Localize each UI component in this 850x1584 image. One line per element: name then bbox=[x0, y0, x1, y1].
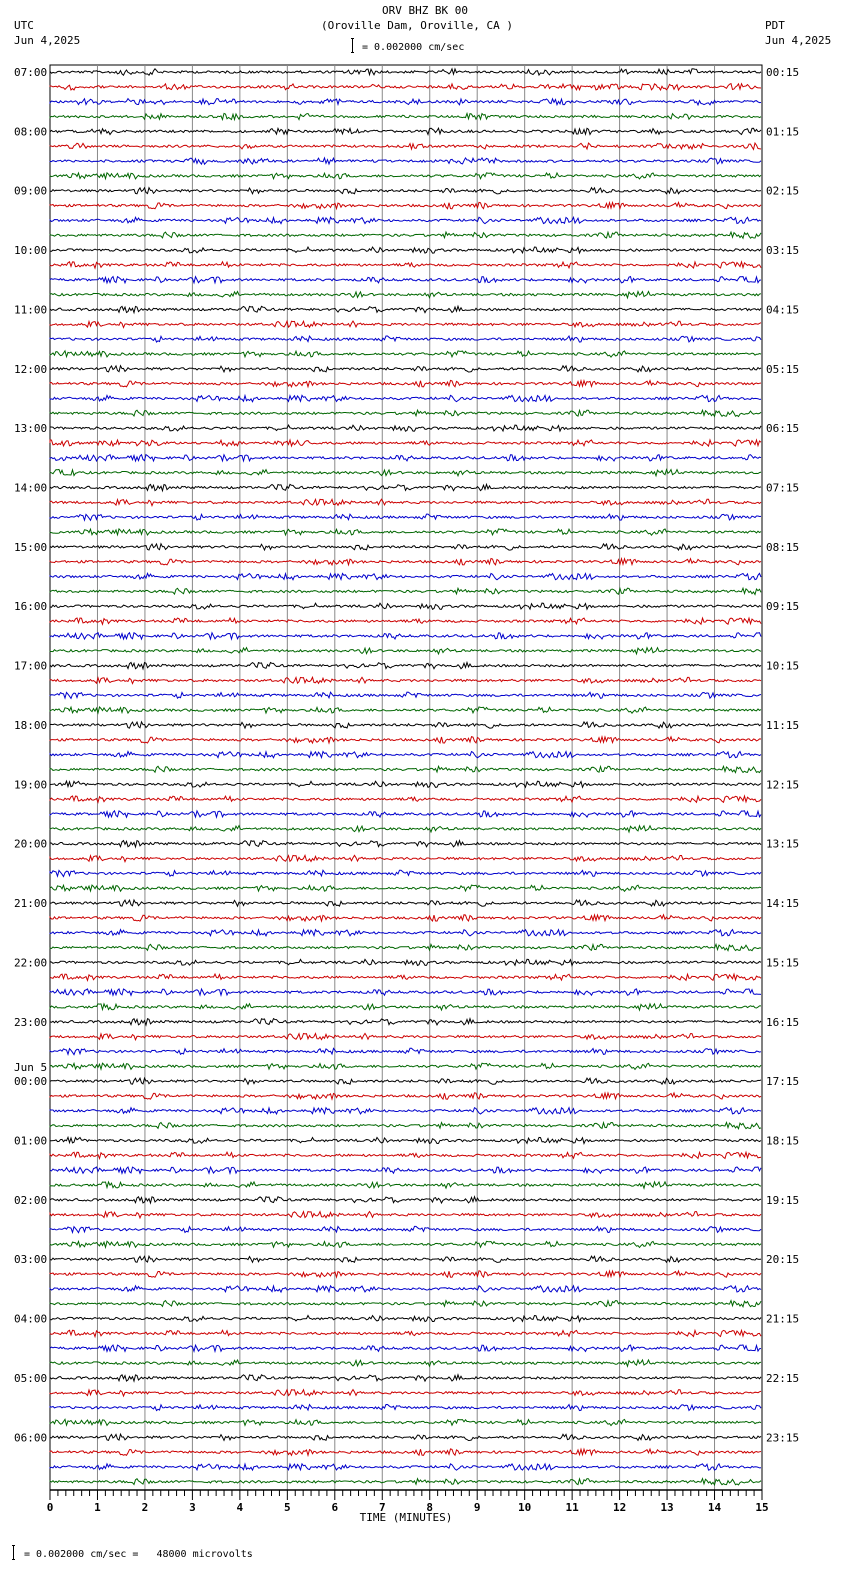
x-tick-label: 9 bbox=[473, 1501, 481, 1514]
x-tick-label: 5 bbox=[284, 1501, 291, 1514]
seismic-trace bbox=[50, 633, 761, 639]
pdt-hour-label: 10:15 bbox=[766, 659, 800, 673]
seismic-trace bbox=[50, 366, 761, 372]
pdt-hour-label: 09:15 bbox=[766, 600, 800, 614]
seismic-trace bbox=[50, 544, 761, 550]
seismic-trace bbox=[50, 247, 761, 253]
seismic-trace bbox=[50, 1093, 761, 1099]
station-title: ORV BHZ BK 00 bbox=[381, 4, 469, 17]
seismic-trace bbox=[50, 1286, 761, 1292]
seismic-trace bbox=[50, 1004, 761, 1010]
seismic-trace bbox=[50, 1197, 761, 1203]
right-date: Jun 4,2025 bbox=[765, 34, 832, 47]
utc-hour-label: 18:00 bbox=[14, 718, 48, 732]
seismic-trace bbox=[50, 944, 761, 950]
seismic-trace bbox=[50, 573, 761, 579]
seismic-trace bbox=[50, 1152, 761, 1158]
pdt-hour-label: 03:15 bbox=[766, 244, 800, 258]
pdt-hour-label: 15:15 bbox=[766, 956, 800, 970]
seismic-trace bbox=[50, 262, 761, 268]
seismic-trace bbox=[50, 692, 761, 698]
right-timezone: PDT bbox=[765, 19, 785, 32]
seismic-trace bbox=[50, 1226, 761, 1232]
seismic-trace bbox=[50, 470, 761, 476]
utc-hour-label: 14:00 bbox=[14, 481, 48, 495]
seismic-trace bbox=[50, 336, 761, 342]
pdt-hour-label: 18:15 bbox=[766, 1134, 800, 1148]
seismic-trace bbox=[50, 217, 761, 223]
seismic-trace bbox=[50, 1256, 761, 1262]
seismic-trace bbox=[50, 499, 761, 505]
seismic-trace bbox=[50, 1390, 761, 1396]
footer-scale-label: = 0.002000 cm/sec = 48000 microvolts bbox=[24, 1549, 253, 1560]
seismic-trace bbox=[50, 484, 761, 490]
utc-date-change-label: Jun 5 bbox=[14, 1061, 48, 1075]
seismic-trace bbox=[50, 603, 761, 609]
seismic-trace bbox=[50, 989, 761, 995]
seismic-trace bbox=[50, 841, 761, 847]
utc-hour-label: 23:00 bbox=[14, 1015, 48, 1029]
x-tick-label: 8 bbox=[426, 1501, 434, 1514]
seismic-trace bbox=[50, 677, 761, 683]
seismic-trace bbox=[50, 915, 761, 921]
x-tick-label: 12 bbox=[612, 1501, 627, 1514]
seismic-trace bbox=[50, 143, 761, 149]
x-tick-label: 11 bbox=[565, 1501, 579, 1514]
seismic-trace bbox=[50, 425, 761, 431]
seismic-trace bbox=[50, 737, 761, 743]
seismic-trace bbox=[50, 1241, 761, 1247]
seismic-trace bbox=[50, 1316, 761, 1322]
utc-hour-label: 19:00 bbox=[14, 778, 48, 792]
pdt-hour-label: 07:15 bbox=[766, 481, 800, 495]
left-date: Jun 4,2025 bbox=[14, 34, 81, 47]
utc-hour-label: 04:00 bbox=[14, 1312, 48, 1326]
seismic-trace bbox=[50, 306, 761, 312]
seismic-trace bbox=[50, 1419, 761, 1425]
utc-hour-label: 11:00 bbox=[14, 303, 48, 317]
x-tick-label: 2 bbox=[141, 1501, 149, 1514]
pdt-hour-label: 19:15 bbox=[766, 1193, 800, 1207]
seismic-trace bbox=[50, 826, 761, 832]
seismic-trace bbox=[50, 1375, 761, 1381]
seismic-trace bbox=[50, 648, 761, 654]
utc-hour-label: 07:00 bbox=[14, 66, 48, 79]
footer-scale-bar-icon bbox=[12, 1545, 15, 1560]
utc-hour-label: 10:00 bbox=[14, 244, 48, 258]
utc-hour-label: 02:00 bbox=[14, 1193, 48, 1207]
pdt-hour-label: 04:15 bbox=[766, 303, 800, 317]
pdt-hour-label: 05:15 bbox=[766, 362, 800, 376]
seismic-trace bbox=[50, 588, 761, 594]
seismic-trace bbox=[50, 959, 761, 965]
pdt-hour-label: 00:15 bbox=[766, 66, 800, 79]
pdt-hour-label: 17:15 bbox=[766, 1075, 800, 1089]
seismic-trace bbox=[50, 663, 761, 669]
seismic-trace bbox=[50, 84, 761, 90]
x-axis-title: TIME (MINUTES) bbox=[359, 1511, 453, 1524]
x-tick-label: 4 bbox=[236, 1501, 244, 1514]
seismic-trace bbox=[50, 158, 761, 164]
seismic-trace bbox=[50, 1123, 761, 1129]
pdt-hour-label: 11:15 bbox=[766, 718, 800, 732]
pdt-hour-label: 08:15 bbox=[766, 540, 800, 554]
utc-hour-label: 20:00 bbox=[14, 837, 48, 851]
pdt-hour-label: 14:15 bbox=[766, 897, 800, 911]
seismic-trace bbox=[50, 202, 761, 208]
utc-hour-label: 12:00 bbox=[14, 362, 48, 376]
seismic-trace bbox=[50, 173, 761, 179]
seismic-trace bbox=[50, 930, 761, 936]
seismic-trace bbox=[50, 1212, 761, 1218]
seismic-trace bbox=[50, 380, 761, 386]
seismic-trace bbox=[50, 855, 761, 861]
seismic-trace bbox=[50, 618, 761, 624]
x-tick-label: 13 bbox=[660, 1501, 674, 1514]
pdt-hour-label: 06:15 bbox=[766, 422, 800, 436]
utc-hour-label: 01:00 bbox=[14, 1134, 48, 1148]
utc-hour-label: 21:00 bbox=[14, 897, 48, 911]
seismic-trace bbox=[50, 1405, 761, 1411]
left-timezone: UTC bbox=[14, 19, 34, 32]
pdt-hour-label: 22:15 bbox=[766, 1371, 800, 1385]
seismic-trace bbox=[50, 1108, 761, 1114]
seismic-trace bbox=[50, 811, 761, 817]
x-tick-label: 0 bbox=[46, 1501, 54, 1514]
seismic-trace bbox=[50, 796, 761, 802]
utc-hour-label: 22:00 bbox=[14, 956, 48, 970]
x-tick-label: 3 bbox=[189, 1501, 196, 1514]
seismic-trace bbox=[50, 514, 761, 520]
seismic-trace bbox=[50, 1033, 761, 1039]
seismic-trace bbox=[50, 1330, 761, 1336]
utc-hour-label: 03:00 bbox=[14, 1253, 48, 1267]
x-tick-label: 6 bbox=[331, 1501, 339, 1514]
seismic-trace bbox=[50, 1271, 761, 1277]
seismic-trace bbox=[50, 722, 761, 728]
utc-hour-label: 15:00 bbox=[14, 540, 48, 554]
seismic-trace bbox=[50, 395, 761, 401]
seismic-trace bbox=[50, 1464, 761, 1470]
seismic-trace bbox=[50, 559, 761, 565]
seismic-trace bbox=[50, 974, 761, 980]
seismic-trace bbox=[50, 752, 761, 758]
seismic-trace bbox=[50, 1301, 761, 1307]
seismic-trace bbox=[50, 1345, 761, 1351]
plot-frame bbox=[50, 65, 762, 1490]
x-tick-label: 7 bbox=[378, 1501, 386, 1514]
seismic-trace bbox=[50, 277, 761, 283]
seismic-trace bbox=[50, 292, 761, 298]
seismic-trace bbox=[50, 232, 761, 238]
utc-hour-label: 13:00 bbox=[14, 422, 48, 436]
seismic-trace bbox=[50, 870, 761, 876]
utc-hour-label: 05:00 bbox=[14, 1371, 48, 1385]
utc-hour-label: 17:00 bbox=[14, 659, 48, 673]
station-location: (Oroville Dam, Oroville, CA ) bbox=[320, 19, 514, 32]
seismic-trace bbox=[50, 1360, 761, 1366]
pdt-hour-label: 16:15 bbox=[766, 1015, 800, 1029]
seismic-trace bbox=[50, 455, 761, 461]
x-tick-label: 15 bbox=[755, 1501, 769, 1514]
pdt-hour-label: 13:15 bbox=[766, 837, 800, 851]
seismic-trace bbox=[50, 99, 761, 105]
pdt-hour-label: 01:15 bbox=[766, 125, 800, 139]
utc-hour-label: 00:00 bbox=[14, 1075, 48, 1089]
seismic-trace bbox=[50, 440, 761, 446]
seismic-trace bbox=[50, 900, 761, 906]
seismic-trace bbox=[50, 128, 761, 134]
seismic-trace bbox=[50, 766, 761, 772]
seismic-trace bbox=[50, 113, 761, 119]
pdt-hour-label: 21:15 bbox=[766, 1312, 800, 1326]
x-tick-label: 1 bbox=[94, 1501, 101, 1514]
seismic-trace bbox=[50, 410, 761, 416]
seismic-trace bbox=[50, 351, 761, 357]
pdt-hour-label: 20:15 bbox=[766, 1253, 800, 1267]
seismic-trace bbox=[50, 781, 761, 787]
x-tick-label: 10 bbox=[518, 1501, 532, 1514]
seismic-trace bbox=[50, 321, 761, 327]
seismic-trace bbox=[50, 1137, 761, 1143]
utc-hour-label: 06:00 bbox=[14, 1431, 48, 1445]
seismic-trace bbox=[50, 1063, 761, 1069]
seismic-trace bbox=[50, 1078, 761, 1084]
seismic-trace bbox=[50, 188, 761, 194]
pdt-hour-label: 12:15 bbox=[766, 778, 800, 792]
scale-label: = 0.002000 cm/sec bbox=[362, 42, 465, 53]
seismic-trace bbox=[50, 885, 761, 891]
seismic-trace bbox=[50, 1167, 761, 1173]
utc-hour-label: 09:00 bbox=[14, 184, 48, 198]
utc-hour-label: 16:00 bbox=[14, 600, 48, 614]
utc-hour-label: 08:00 bbox=[14, 125, 48, 139]
seismic-trace bbox=[50, 1449, 761, 1455]
seismic-trace bbox=[50, 1479, 761, 1485]
pdt-hour-label: 23:15 bbox=[766, 1431, 800, 1445]
seismic-trace bbox=[50, 69, 761, 75]
pdt-hour-label: 02:15 bbox=[766, 184, 800, 198]
seismic-trace bbox=[50, 1434, 761, 1440]
x-tick-label: 14 bbox=[707, 1501, 722, 1514]
seismic-trace bbox=[50, 707, 761, 713]
seismic-trace bbox=[50, 1182, 761, 1188]
seismic-trace bbox=[50, 529, 761, 535]
seismic-trace bbox=[50, 1048, 761, 1054]
seismic-trace bbox=[50, 1019, 761, 1025]
